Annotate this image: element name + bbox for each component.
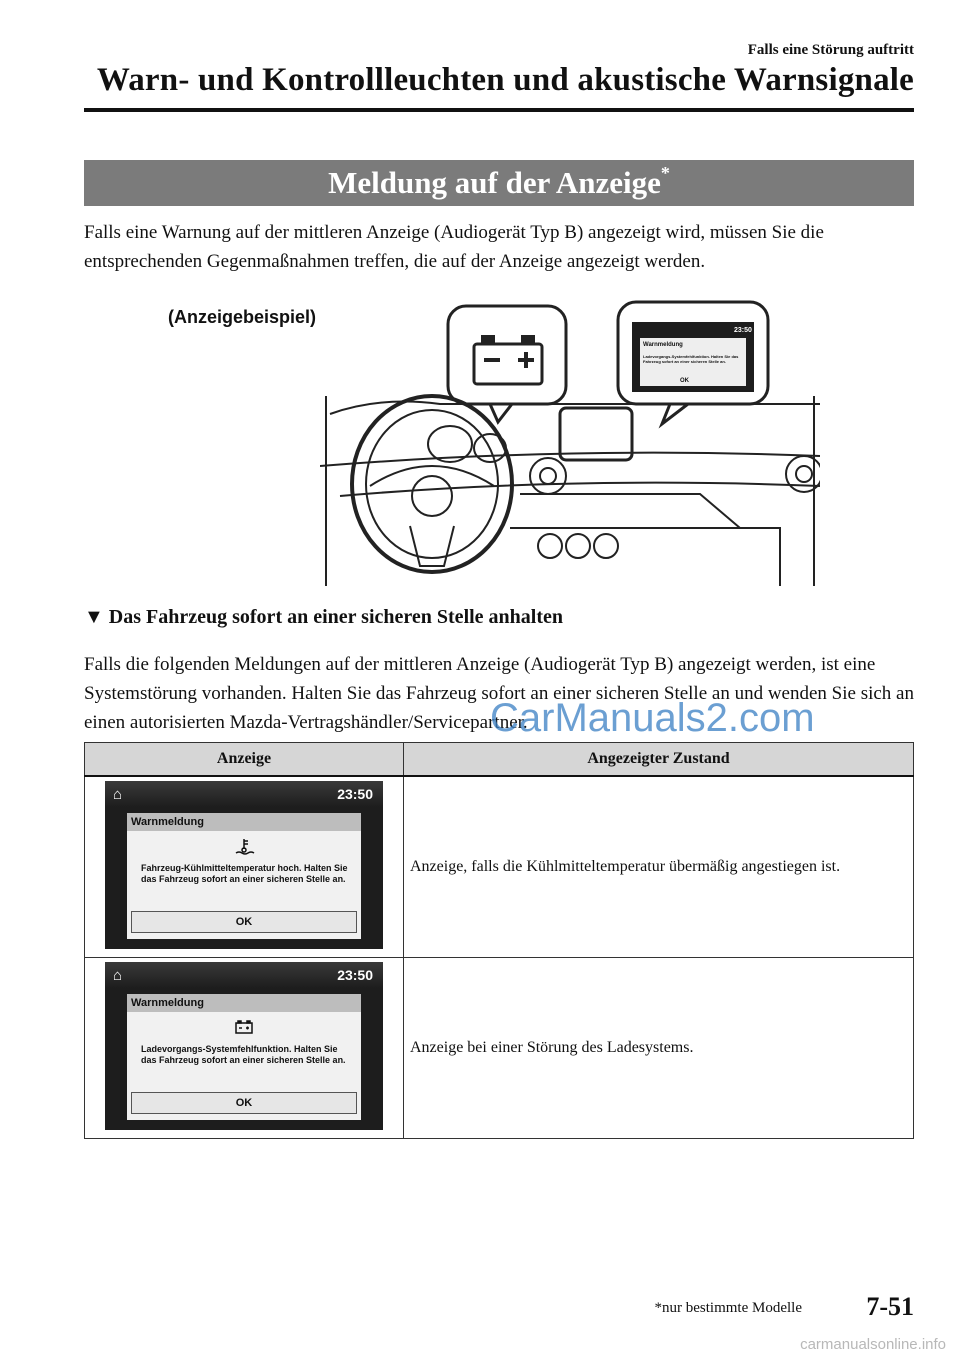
intro-paragraph: Falls eine Warnung auf der mittleren Anzeige (Audiogerät Typ B) angezeigt wird, müssen Sie die entsprechenden Gegenmaßnahmen treffen, die auf der Anzeige angezeigt werden. <box>84 222 824 272</box>
mini-screen-title: Warnmeldung <box>643 342 683 348</box>
chapter-label: Falls eine Störung auftritt <box>747 42 914 58</box>
warning-dialog <box>127 813 361 939</box>
message-table <box>84 742 914 1139</box>
vent-left <box>530 458 566 494</box>
dashboard-illustration <box>320 296 820 586</box>
section-heading <box>84 606 563 629</box>
battery-icon <box>474 336 542 384</box>
section-heading-text: Das Fahrzeug sofort an einer sicheren Stelle anhalten <box>108 606 564 628</box>
warning-screen-charging <box>105 962 383 1130</box>
watermark: CarManuals2.com <box>490 696 815 740</box>
screen-clock: 23:50 <box>337 785 373 802</box>
condition-cell: Anzeige, falls die Kühlmitteltemperatur übermäßig angestiegen ist. <box>404 776 914 958</box>
ok-button[interactable]: OK <box>131 911 357 933</box>
dialog-title: Warnmeldung <box>127 813 361 831</box>
page-title: Warn- und Kontrollleuchten und akustische Warnsignale <box>96 62 914 98</box>
page-number: 7-51 <box>866 1292 914 1321</box>
table-row <box>85 958 914 1139</box>
screen-clock: 23:50 <box>337 966 373 983</box>
condition-cell: Anzeige bei einer Störung des Ladesystems. <box>404 958 914 1139</box>
display-cell <box>85 776 404 958</box>
dialog-text: Fahrzeug-Kühlmitteltemperatur hoch. Halten Sie das Fahrzeug sofort an einer sicheren Stelle an. <box>141 862 348 884</box>
triangle-marker-icon: ▼ <box>84 606 104 628</box>
warning-screen-coolant <box>105 781 383 949</box>
section-banner <box>84 160 914 206</box>
mini-screen-clock: 23:50 <box>734 327 752 334</box>
banner-asterisk: * <box>660 163 670 183</box>
home-icon: ⌂ <box>113 785 123 803</box>
figure-caption: (Anzeigebeispiel) <box>168 307 317 327</box>
mini-screen-text: Ladevorgangs-Systemfehlfunktion. Halten Sie das Fahrzeug sofort an einer sicheren Stelle an. <box>643 354 739 364</box>
steering-wheel <box>352 396 512 572</box>
mini-screen <box>632 322 754 392</box>
display-cell <box>85 958 404 1139</box>
header-rule <box>84 108 914 112</box>
site-watermark: carmanualsonline.info <box>800 1336 946 1353</box>
footnote: *nur bestimmte Modelle <box>654 1300 802 1316</box>
coolant-temperature-icon <box>233 837 255 855</box>
column-header-display: Anzeige <box>85 743 404 777</box>
ok-button[interactable]: OK <box>131 1092 357 1114</box>
battery-callout-box <box>448 306 566 404</box>
dialog-title: Warnmeldung <box>127 994 361 1012</box>
battery-icon <box>233 1018 255 1036</box>
warning-dialog <box>127 994 361 1120</box>
banner-title: Meldung auf der Anzeige <box>328 165 661 200</box>
mini-screen-ok: OK <box>680 378 689 384</box>
section-body: Falls die folgenden Meldungen auf der mittleren Anzeige (Audiogerät Typ B) angezeigt werden, ist eine Systemstörung vorhanden. Halten Sie das Fahrzeug sofort an einer sicheren Stelle an und wenden Sie sich an einen autorisierten Mazda-Vertragshändler/Servicepartner. <box>84 654 914 733</box>
table-row <box>85 776 914 958</box>
column-header-condition: Angezeigter Zustand <box>404 743 914 777</box>
home-icon: ⌂ <box>113 966 123 984</box>
dialog-text: Ladevorgangs-Systemfehlfunktion. Halten Sie das Fahrzeug sofort an einer sicheren Stelle an. <box>141 1043 346 1065</box>
